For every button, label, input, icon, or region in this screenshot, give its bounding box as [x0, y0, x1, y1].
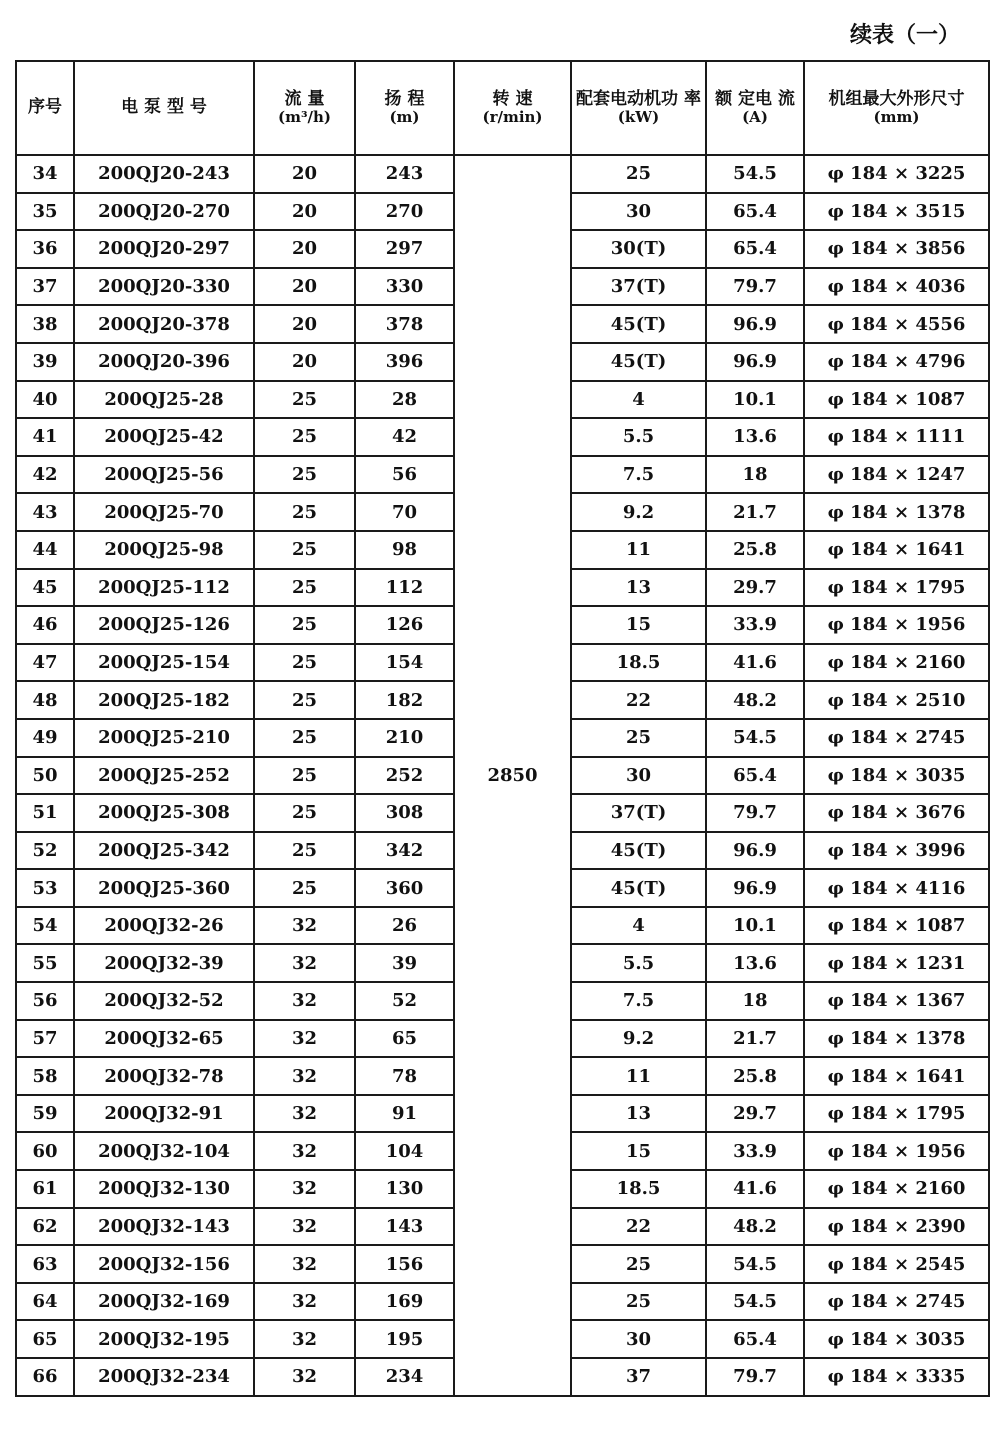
cell-current: 33.9 — [706, 606, 804, 644]
cell-flow: 25 — [254, 606, 355, 644]
cell-head: 169 — [355, 1283, 454, 1321]
cell-no: 65 — [16, 1320, 74, 1358]
cell-model: 200QJ25-308 — [74, 794, 254, 832]
cell-power: 5.5 — [571, 944, 706, 982]
cell-no: 54 — [16, 907, 74, 945]
cell-current: 65.4 — [706, 757, 804, 795]
cell-size: φ 184 × 1087 — [804, 381, 989, 419]
cell-head: 360 — [355, 869, 454, 907]
cell-flow: 32 — [254, 1132, 355, 1170]
cell-flow: 32 — [254, 1320, 355, 1358]
cell-size: φ 184 × 3035 — [804, 757, 989, 795]
cell-flow: 32 — [254, 1020, 355, 1058]
cell-current: 54.5 — [706, 1283, 804, 1321]
cell-size: φ 184 × 4556 — [804, 305, 989, 343]
cell-power: 4 — [571, 381, 706, 419]
cell-flow: 25 — [254, 681, 355, 719]
cell-head: 156 — [355, 1245, 454, 1283]
cell-size: φ 184 × 1795 — [804, 569, 989, 607]
header-model: 电 泵 型 号 — [74, 61, 254, 155]
cell-power: 9.2 — [571, 493, 706, 531]
cell-head: 28 — [355, 381, 454, 419]
cell-size: φ 184 × 3035 — [804, 1320, 989, 1358]
cell-current: 96.9 — [706, 832, 804, 870]
cell-model: 200QJ20-396 — [74, 343, 254, 381]
cell-no: 47 — [16, 644, 74, 682]
cell-flow: 20 — [254, 305, 355, 343]
cell-power: 13 — [571, 1095, 706, 1133]
cell-no: 45 — [16, 569, 74, 607]
cell-current: 10.1 — [706, 907, 804, 945]
cell-current: 25.8 — [706, 531, 804, 569]
cell-current: 54.5 — [706, 719, 804, 757]
cell-no: 35 — [16, 193, 74, 231]
cell-size: φ 184 × 1367 — [804, 982, 989, 1020]
cell-flow: 20 — [254, 193, 355, 231]
header-head: 扬 程 (m) — [355, 61, 454, 155]
cell-size: φ 184 × 1641 — [804, 531, 989, 569]
table-row — [16, 155, 989, 193]
cell-model: 200QJ25-210 — [74, 719, 254, 757]
cell-head: 396 — [355, 343, 454, 381]
cell-no: 59 — [16, 1095, 74, 1133]
cell-model: 200QJ20-270 — [74, 193, 254, 231]
cell-head: 65 — [355, 1020, 454, 1058]
cell-model: 200QJ20-297 — [74, 230, 254, 268]
cell-current: 48.2 — [706, 681, 804, 719]
cell-current: 96.9 — [706, 305, 804, 343]
cell-current: 48.2 — [706, 1208, 804, 1246]
cell-head: 182 — [355, 681, 454, 719]
cell-current: 79.7 — [706, 268, 804, 306]
cell-power: 30 — [571, 1320, 706, 1358]
cell-no: 50 — [16, 757, 74, 795]
cell-current: 18 — [706, 456, 804, 494]
table-body — [16, 155, 989, 1396]
cell-current: 54.5 — [706, 1245, 804, 1283]
cell-no: 42 — [16, 456, 74, 494]
cell-flow: 25 — [254, 418, 355, 456]
cell-flow: 20 — [254, 155, 355, 193]
cell-power: 9.2 — [571, 1020, 706, 1058]
cell-flow: 25 — [254, 531, 355, 569]
cell-flow: 20 — [254, 268, 355, 306]
cell-flow: 25 — [254, 719, 355, 757]
cell-head: 330 — [355, 268, 454, 306]
cell-power: 15 — [571, 606, 706, 644]
cell-size: φ 184 × 3515 — [804, 193, 989, 231]
cell-size: φ 184 × 4116 — [804, 869, 989, 907]
cell-flow: 20 — [254, 343, 355, 381]
cell-head: 297 — [355, 230, 454, 268]
cell-power: 30 — [571, 757, 706, 795]
cell-size: φ 184 × 1378 — [804, 493, 989, 531]
cell-current: 10.1 — [706, 381, 804, 419]
cell-power: 45(T) — [571, 869, 706, 907]
cell-model: 200QJ25-360 — [74, 869, 254, 907]
header-flow: 流 量 (m³/h) — [254, 61, 355, 155]
cell-power: 11 — [571, 1057, 706, 1095]
cell-no: 44 — [16, 531, 74, 569]
header-speed: 转 速 (r/min) — [454, 61, 571, 155]
cell-no: 62 — [16, 1208, 74, 1246]
cell-head: 154 — [355, 644, 454, 682]
cell-power: 30 — [571, 193, 706, 231]
cell-model: 200QJ32-39 — [74, 944, 254, 982]
cell-no: 48 — [16, 681, 74, 719]
cell-current: 18 — [706, 982, 804, 1020]
cell-flow: 25 — [254, 794, 355, 832]
cell-model: 200QJ25-252 — [74, 757, 254, 795]
cell-no: 57 — [16, 1020, 74, 1058]
cell-flow: 32 — [254, 982, 355, 1020]
cell-model: 200QJ32-169 — [74, 1283, 254, 1321]
cell-size: φ 184 × 2160 — [804, 644, 989, 682]
cell-model: 200QJ25-42 — [74, 418, 254, 456]
cell-no: 38 — [16, 305, 74, 343]
cell-no: 49 — [16, 719, 74, 757]
cell-current: 65.4 — [706, 230, 804, 268]
cell-size: φ 184 × 4036 — [804, 268, 989, 306]
cell-current: 13.6 — [706, 944, 804, 982]
cell-current: 65.4 — [706, 193, 804, 231]
cell-no: 40 — [16, 381, 74, 419]
cell-flow: 32 — [254, 1095, 355, 1133]
header-power: 配套电动机功 率 (kW) — [571, 61, 706, 155]
cell-power: 22 — [571, 681, 706, 719]
cell-current: 13.6 — [706, 418, 804, 456]
cell-size: φ 184 × 1111 — [804, 418, 989, 456]
cell-size: φ 184 × 2745 — [804, 719, 989, 757]
cell-power: 25 — [571, 719, 706, 757]
cell-model: 200QJ20-378 — [74, 305, 254, 343]
cell-head: 39 — [355, 944, 454, 982]
cell-no: 36 — [16, 230, 74, 268]
cell-power: 25 — [571, 1245, 706, 1283]
cell-head: 195 — [355, 1320, 454, 1358]
cell-power: 37(T) — [571, 794, 706, 832]
cell-no: 37 — [16, 268, 74, 306]
cell-model: 200QJ25-342 — [74, 832, 254, 870]
cell-current: 29.7 — [706, 569, 804, 607]
cell-head: 308 — [355, 794, 454, 832]
cell-model: 200QJ32-65 — [74, 1020, 254, 1058]
cell-size: φ 184 × 1956 — [804, 606, 989, 644]
cell-model: 200QJ20-243 — [74, 155, 254, 193]
cell-current: 96.9 — [706, 343, 804, 381]
cell-flow: 25 — [254, 493, 355, 531]
cell-head: 26 — [355, 907, 454, 945]
cell-no: 46 — [16, 606, 74, 644]
cell-size: φ 184 × 1378 — [804, 1020, 989, 1058]
cell-model: 200QJ32-26 — [74, 907, 254, 945]
cell-flow: 32 — [254, 1245, 355, 1283]
cell-power: 45(T) — [571, 832, 706, 870]
cell-flow: 25 — [254, 381, 355, 419]
cell-power: 15 — [571, 1132, 706, 1170]
cell-current: 33.9 — [706, 1132, 804, 1170]
cell-head: 210 — [355, 719, 454, 757]
cell-model: 200QJ32-156 — [74, 1245, 254, 1283]
cell-flow: 25 — [254, 757, 355, 795]
cell-head: 243 — [355, 155, 454, 193]
cell-head: 342 — [355, 832, 454, 870]
cell-no: 34 — [16, 155, 74, 193]
cell-flow: 25 — [254, 832, 355, 870]
cell-power: 18.5 — [571, 644, 706, 682]
cell-size: φ 184 × 3225 — [804, 155, 989, 193]
header-size: 机组最大外形尺寸 (mm) — [804, 61, 989, 155]
cell-no: 66 — [16, 1358, 74, 1396]
cell-flow: 32 — [254, 1283, 355, 1321]
cell-flow: 32 — [254, 1170, 355, 1208]
cell-head: 378 — [355, 305, 454, 343]
cell-no: 56 — [16, 982, 74, 1020]
cell-flow: 32 — [254, 1057, 355, 1095]
cell-head: 42 — [355, 418, 454, 456]
cell-model: 200QJ32-91 — [74, 1095, 254, 1133]
cell-flow: 25 — [254, 456, 355, 494]
cell-no: 64 — [16, 1283, 74, 1321]
cell-no: 43 — [16, 493, 74, 531]
cell-model: 200QJ25-56 — [74, 456, 254, 494]
cell-size: φ 184 × 3996 — [804, 832, 989, 870]
cell-model: 200QJ25-182 — [74, 681, 254, 719]
cell-head: 56 — [355, 456, 454, 494]
cell-head: 143 — [355, 1208, 454, 1246]
cell-size: φ 184 × 2510 — [804, 681, 989, 719]
cell-current: 54.5 — [706, 155, 804, 193]
cell-current: 96.9 — [706, 869, 804, 907]
cell-power: 22 — [571, 1208, 706, 1246]
cell-head: 78 — [355, 1057, 454, 1095]
cell-current: 41.6 — [706, 644, 804, 682]
header-current: 额 定电 流 (A) — [706, 61, 804, 155]
cell-model: 200QJ25-112 — [74, 569, 254, 607]
cell-model: 200QJ25-28 — [74, 381, 254, 419]
cell-power: 37 — [571, 1358, 706, 1396]
cell-size: φ 184 × 2745 — [804, 1283, 989, 1321]
cell-head: 270 — [355, 193, 454, 231]
cell-model: 200QJ25-154 — [74, 644, 254, 682]
cell-current: 25.8 — [706, 1057, 804, 1095]
cell-flow: 25 — [254, 644, 355, 682]
cell-current: 29.7 — [706, 1095, 804, 1133]
cell-head: 98 — [355, 531, 454, 569]
cell-current: 79.7 — [706, 794, 804, 832]
cell-no: 58 — [16, 1057, 74, 1095]
cell-head: 130 — [355, 1170, 454, 1208]
cell-no: 61 — [16, 1170, 74, 1208]
cell-power: 30(T) — [571, 230, 706, 268]
cell-power: 25 — [571, 1283, 706, 1321]
cell-flow: 20 — [254, 230, 355, 268]
cell-no: 60 — [16, 1132, 74, 1170]
cell-size: φ 184 × 2390 — [804, 1208, 989, 1246]
cell-head: 112 — [355, 569, 454, 607]
pump-spec-table — [15, 60, 990, 1397]
header-row — [16, 61, 989, 155]
cell-size: φ 184 × 3856 — [804, 230, 989, 268]
cell-no: 53 — [16, 869, 74, 907]
cell-size: φ 184 × 2545 — [804, 1245, 989, 1283]
cell-size: φ 184 × 3676 — [804, 794, 989, 832]
cell-no: 52 — [16, 832, 74, 870]
cell-size: φ 184 × 1247 — [804, 456, 989, 494]
cell-flow: 32 — [254, 907, 355, 945]
cell-power: 11 — [571, 531, 706, 569]
cell-power: 4 — [571, 907, 706, 945]
cell-model: 200QJ32-195 — [74, 1320, 254, 1358]
cell-size: φ 184 × 1231 — [804, 944, 989, 982]
cell-no: 41 — [16, 418, 74, 456]
cell-model: 200QJ25-70 — [74, 493, 254, 531]
cell-speed: 2850 — [454, 155, 571, 1396]
cell-model: 200QJ32-234 — [74, 1358, 254, 1396]
cell-head: 91 — [355, 1095, 454, 1133]
cell-power: 25 — [571, 155, 706, 193]
table-caption: 续表（一） — [849, 22, 960, 48]
cell-current: 21.7 — [706, 1020, 804, 1058]
cell-size: φ 184 × 3335 — [804, 1358, 989, 1396]
cell-model: 200QJ25-126 — [74, 606, 254, 644]
cell-head: 234 — [355, 1358, 454, 1396]
cell-size: φ 184 × 1087 — [804, 907, 989, 945]
cell-no: 55 — [16, 944, 74, 982]
cell-flow: 25 — [254, 569, 355, 607]
cell-size: φ 184 × 1795 — [804, 1095, 989, 1133]
cell-no: 39 — [16, 343, 74, 381]
cell-size: φ 184 × 4796 — [804, 343, 989, 381]
cell-power: 45(T) — [571, 305, 706, 343]
cell-power: 5.5 — [571, 418, 706, 456]
cell-flow: 25 — [254, 869, 355, 907]
cell-head: 104 — [355, 1132, 454, 1170]
cell-size: φ 184 × 1956 — [804, 1132, 989, 1170]
cell-current: 41.6 — [706, 1170, 804, 1208]
cell-size: φ 184 × 1641 — [804, 1057, 989, 1095]
cell-power: 45(T) — [571, 343, 706, 381]
cell-flow: 32 — [254, 1358, 355, 1396]
cell-power: 13 — [571, 569, 706, 607]
cell-current: 79.7 — [706, 1358, 804, 1396]
cell-power: 18.5 — [571, 1170, 706, 1208]
cell-flow: 32 — [254, 1208, 355, 1246]
cell-model: 200QJ32-143 — [74, 1208, 254, 1246]
cell-no: 51 — [16, 794, 74, 832]
cell-model: 200QJ32-78 — [74, 1057, 254, 1095]
cell-model: 200QJ32-52 — [74, 982, 254, 1020]
cell-current: 65.4 — [706, 1320, 804, 1358]
header-no: 序号 — [16, 61, 74, 155]
cell-power: 7.5 — [571, 456, 706, 494]
cell-head: 252 — [355, 757, 454, 795]
cell-head: 70 — [355, 493, 454, 531]
cell-model: 200QJ32-130 — [74, 1170, 254, 1208]
cell-head: 126 — [355, 606, 454, 644]
cell-power: 7.5 — [571, 982, 706, 1020]
cell-model: 200QJ32-104 — [74, 1132, 254, 1170]
cell-size: φ 184 × 2160 — [804, 1170, 989, 1208]
cell-head: 52 — [355, 982, 454, 1020]
cell-current: 21.7 — [706, 493, 804, 531]
cell-flow: 32 — [254, 944, 355, 982]
cell-no: 63 — [16, 1245, 74, 1283]
cell-model: 200QJ25-98 — [74, 531, 254, 569]
cell-power: 37(T) — [571, 268, 706, 306]
cell-model: 200QJ20-330 — [74, 268, 254, 306]
